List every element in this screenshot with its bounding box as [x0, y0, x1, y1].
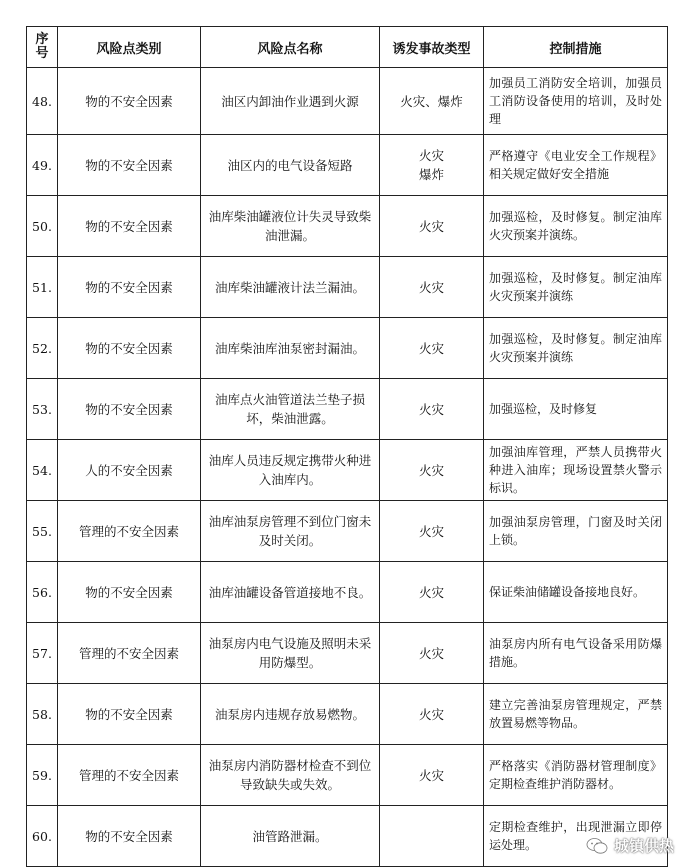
risk-category: 物的不安全因素 [58, 562, 201, 623]
row-number: 48. [27, 68, 58, 135]
accident-type: 火灾 [380, 501, 484, 562]
row-number: 56. [27, 562, 58, 623]
accident-type: 火灾 [380, 440, 484, 501]
control-measure: 严格遵守《电业安全工作规程》相关规定做好安全措施 [484, 135, 668, 196]
table-row [27, 318, 668, 379]
risk-category: 物的不安全因素 [58, 68, 201, 135]
control-measure: 加强巡检，及时修复 [484, 379, 668, 440]
risk-name: 油管路泄漏。 [201, 806, 380, 867]
control-measure: 加强巡检，及时修复。制定油库火灾预案并演练。 [484, 196, 668, 257]
table-row [27, 501, 668, 562]
risk-name: 油库油罐设备管道接地不良。 [201, 562, 380, 623]
risk-name: 油库柴油罐液计法兰漏油。 [201, 257, 380, 318]
risk-category: 物的不安全因素 [58, 135, 201, 196]
row-number: 58. [27, 684, 58, 745]
risk-category: 管理的不安全因素 [58, 623, 201, 684]
control-measure: 加强员工消防安全培训，加强员工消防设备使用的培训，及时处理 [484, 68, 668, 135]
watermark-text: 城镇供热 [613, 837, 674, 855]
accident-type [380, 806, 484, 867]
table-row [27, 562, 668, 623]
risk-category: 物的不安全因素 [58, 379, 201, 440]
control-measure: 严格落实《消防器材管理制度》定期检查维护消防器材。 [484, 745, 668, 806]
risk-category: 物的不安全因素 [58, 318, 201, 379]
risk-name: 油泵房内电气设施及照明未采用防爆型。 [201, 623, 380, 684]
risk-name: 油泵房内违规存放易燃物。 [201, 684, 380, 745]
risk-name: 油库柴油罐液位计失灵导致柴油泄漏。 [201, 196, 380, 257]
risk-name: 油库柴油库油泵密封漏油。 [201, 318, 380, 379]
control-measure: 保证柴油储罐设备接地良好。 [484, 562, 668, 623]
row-number: 59. [27, 745, 58, 806]
risk-name: 油库油泵房管理不到位门窗未及时关闭。 [201, 501, 380, 562]
table-row [27, 745, 668, 806]
row-number: 51. [27, 257, 58, 318]
row-number: 57. [27, 623, 58, 684]
accident-type: 火灾 [380, 623, 484, 684]
table-header-row [27, 27, 668, 68]
accident-type: 火灾 [380, 257, 484, 318]
row-number: 60. [27, 806, 58, 867]
row-number: 52. [27, 318, 58, 379]
control-measure: 加强油库管理，严禁人员携带火种进入油库；现场设置禁火警示标识。 [484, 440, 668, 501]
header-control: 控制措施 [484, 27, 668, 68]
table-row [27, 623, 668, 684]
risk-name: 油区内的电气设备短路 [201, 135, 380, 196]
wechat-icon [586, 837, 608, 855]
row-number: 49. [27, 135, 58, 196]
header-name: 风险点名称 [201, 27, 380, 68]
table-row [27, 257, 668, 318]
table-row [27, 68, 668, 135]
row-number: 50. [27, 196, 58, 257]
accident-type: 火灾 [380, 196, 484, 257]
control-measure: 加强油泵房管理，门窗及时关闭上锁。 [484, 501, 668, 562]
row-number: 55. [27, 501, 58, 562]
table-row [27, 379, 668, 440]
header-category: 风险点类别 [58, 27, 201, 68]
risk-category: 管理的不安全因素 [58, 745, 201, 806]
risk-name: 油区内卸油作业遇到火源 [201, 68, 380, 135]
risk-category: 管理的不安全因素 [58, 501, 201, 562]
accident-type: 火灾 [380, 745, 484, 806]
control-measure: 加强巡检，及时修复。制定油库火灾预案并演练 [484, 318, 668, 379]
row-number: 54. [27, 440, 58, 501]
accident-type: 火灾 [380, 379, 484, 440]
table-row [27, 135, 668, 196]
table-row [27, 196, 668, 257]
table-row [27, 440, 668, 501]
risk-table [26, 26, 668, 867]
risk-category: 物的不安全因素 [58, 684, 201, 745]
control-measure: 油泵房内所有电气设备采用防爆措施。 [484, 623, 668, 684]
table-row [27, 684, 668, 745]
control-measure: 定期检查维护，出现泄漏立即停运处理。 [484, 806, 668, 867]
accident-type: 火灾 [380, 684, 484, 745]
header-no: 序号 [27, 27, 58, 68]
risk-name: 油泵房内消防器材检查不到位导致缺失或失效。 [201, 745, 380, 806]
accident-type: 火灾 [380, 562, 484, 623]
row-number: 53. [27, 379, 58, 440]
risk-category: 物的不安全因素 [58, 806, 201, 867]
accident-type: 火灾 [380, 318, 484, 379]
table-row [27, 806, 668, 867]
risk-category: 人的不安全因素 [58, 440, 201, 501]
accident-type: 火灾 爆炸 [380, 135, 484, 196]
risk-name: 油库点火油管道法兰垫子损坏，柴油泄露。 [201, 379, 380, 440]
control-measure: 加强巡检，及时修复。制定油库火灾预案并演练 [484, 257, 668, 318]
risk-name: 油库人员违反规定携带火种进入油库内。 [201, 440, 380, 501]
watermark [586, 835, 674, 856]
risk-category: 物的不安全因素 [58, 196, 201, 257]
control-measure: 建立完善油泵房管理规定，严禁放置易燃等物品。 [484, 684, 668, 745]
accident-type: 火灾、爆炸 [380, 68, 484, 135]
header-accident: 诱发事故类型 [380, 27, 484, 68]
risk-category: 物的不安全因素 [58, 257, 201, 318]
